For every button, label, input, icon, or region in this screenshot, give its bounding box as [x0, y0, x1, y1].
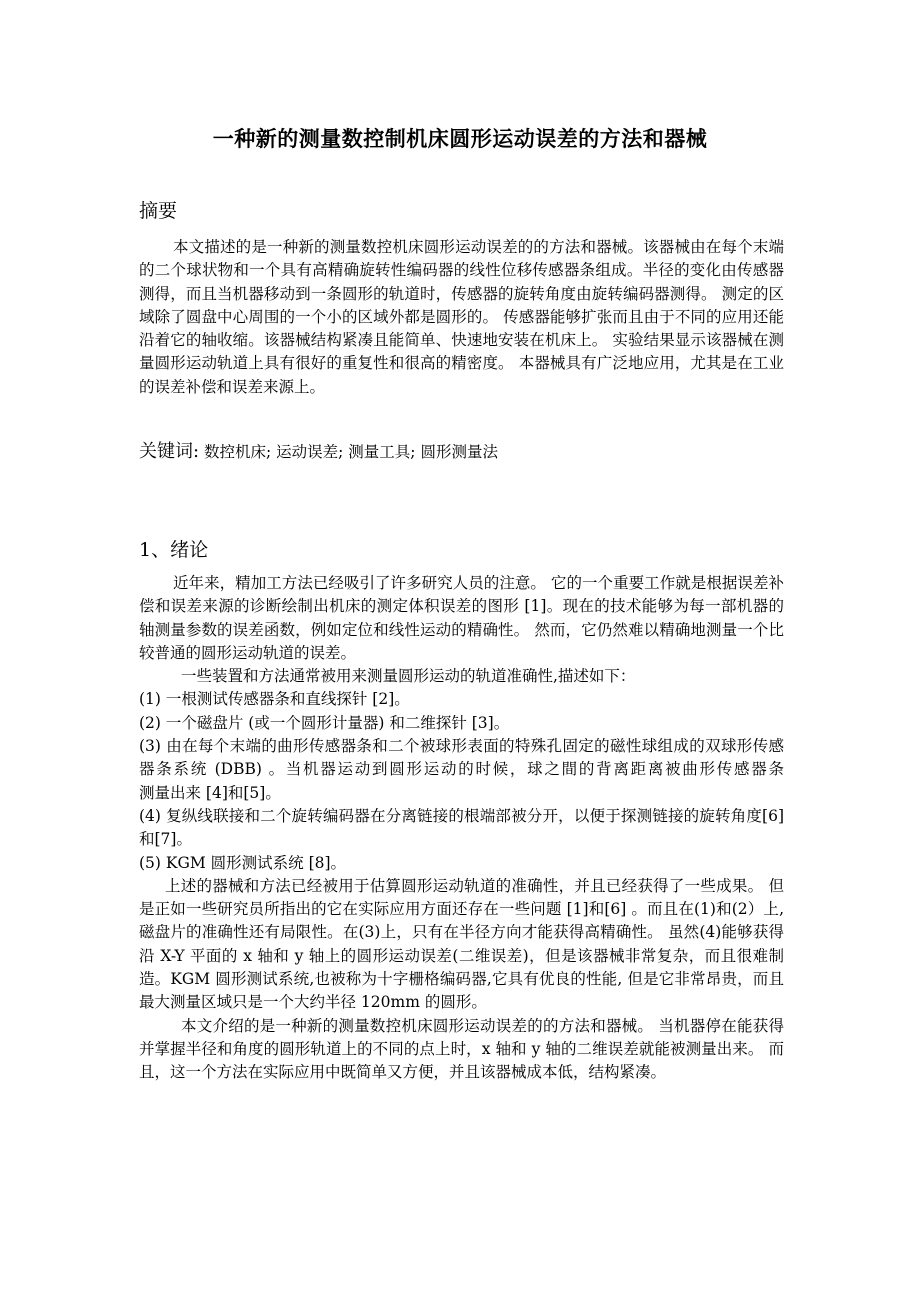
abstract-body	[139, 236, 784, 399]
section-1-paragraph: 近年来，精加工方法已经吸引了许多研究人员的注意。 它的一个重要工作就是根据误差补偿和误差来源的诊断绘制出机床的测定体积误差的图形 [1]。现在的技术能够为每一部机器的轴测量参数的误差函数，例如定位和线性运动的精确性。 然而，它仍然难以精确地测量一个比较普通的圆形运动轨道的误差。	[139, 574, 784, 662]
abstract-paragraph: 本文描述的是一种新的测量数控机床圆形运动误差的的方法和器械。该器械由在每个末端的二个球状物和一个具有高精确旋转性编码器的线性位移传感器条组成。半径的变化由传感器测得，而且当机器移动到一条圆形的轨道时，传感器的旋转角度由旋转编码器测得。 测定的区域除了圆盘中心周围的一个小的区域外都是圆形的。 传感器能够扩张而且由于不同的应用还能沿着它的轴收缩。该器械结构紧凑且能简单、快速地安装在机床上。 实验结果显示该器械在测量圆形运动轨道上具有很好的重复性和很高的精密度。 本器械具有广泛地应用，尤其是在工业的误差补偿和误差来源上。	[139, 238, 784, 396]
abstract-heading: 摘要	[139, 200, 178, 222]
section-1-paragraph: 本文介绍的是一种新的测量数控机床圆形运动误差的的方法和器械。 当机器停在能获得并掌握半径和角度的圆形轨道上的不同的点上时，x 轴和 y 轴的二维误差就能被测量出来。 而且，这一个方法在实际应用中既简单又方便，并且该器械成本低，结构紧凑。	[139, 1016, 784, 1082]
list-item: (3) 由在每个末端的曲形传感器条和二个被球形表面的特殊孔固定的磁性球组成的双球形传感器条系统 (DBB) 。当机器运动到圆形运动的时候，球之間的背离距离被曲形传感器条 测量出来 [4]和[5]。	[139, 737, 878, 802]
section-1-paragraph: 一些装置和方法通常被用来测量圆形运动的轨道准确性,描述如下：	[181, 667, 636, 686]
list-item: (5) KGM 圆形测试系统 [8]。	[139, 853, 347, 872]
keywords-line	[139, 440, 784, 464]
section-1-heading: 1、绪论	[139, 539, 209, 561]
list-item: (1) 一根测试传感器条和直线探针 [2]。	[139, 690, 410, 709]
list-item: (4) 复纵线联接和二个旋转编码器在分离链接的根端部被分开，以便于探测链接的旋转角度[6]和[7]。	[139, 806, 784, 849]
list-item: (2) 一个磁盘片 (或一个圆形计量器) 和二维探针 [3]。	[139, 713, 510, 732]
keywords-text: 数控机床; 运动误差; 测量工具; 圆形测量法	[199, 443, 498, 461]
section-1-paragraph: 上述的器械和方法已经被用于估算圆形运动轨道的准确性，并且已经获得了一些成果。 但是正如一些研究员所指出的它在实际应用方面还存在一些问题 [1]和[6] 。而且在(1)和(2）上, 磁盘片的准确性还有局限性。在(3)上，只有在半径方向才能获得高精确性。 虽然(4)能够获得沿 X-Y 平面的 x 轴和 y 轴上的圆形运动误差(二维误差)，但是该器械非常复杂，而且很难制造。KGM 圆形测试系统,也被称为十字栅格编码器,它具有优良的性能, 但是它非常昂贵，而且最大测量区域只是一个大约半径 120mm 的圆形。	[139, 876, 784, 1012]
document-title: 一种新的测量数控制机床圆形运动误差的方法和器械	[212, 126, 708, 151]
section-1-body	[139, 572, 878, 1085]
keywords-label: 关键词:	[139, 441, 200, 462]
